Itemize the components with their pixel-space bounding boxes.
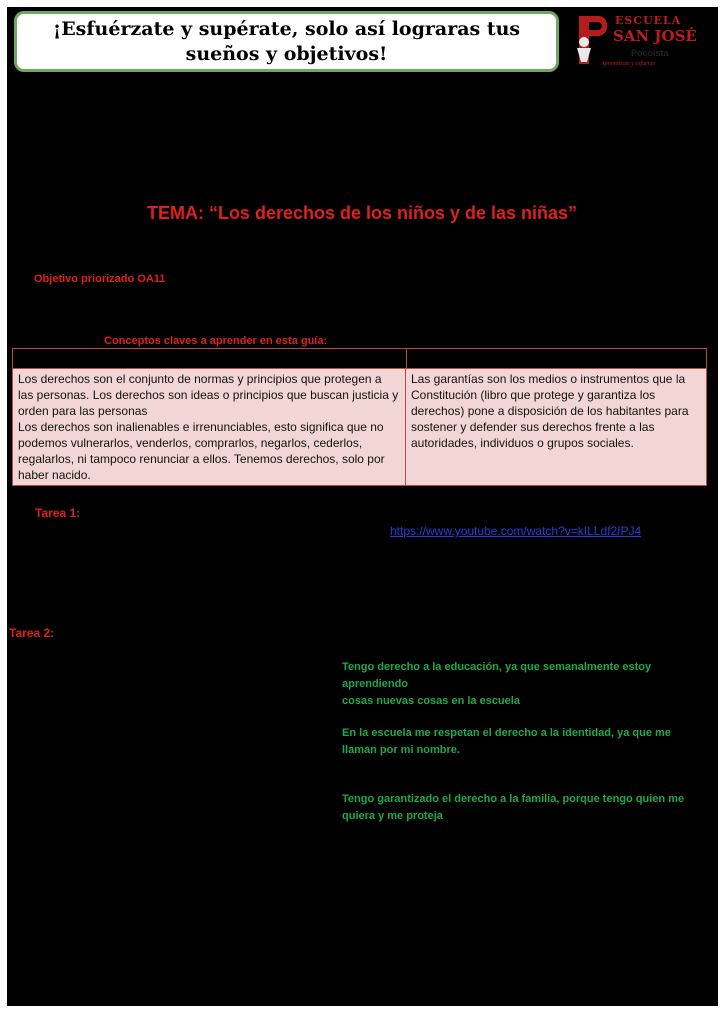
answer-educacion: Tengo derecho a la educación, ya que semanalmente estoy aprendiendo cosas nuevas cosas en la escuela (342, 661, 652, 707)
garantias-definition (406, 369, 706, 485)
school-logo (571, 10, 711, 72)
garantias-text: Las garantías son los medios o instrumentos que la Constitución (libro que protege y garantiza los derechos) pone a disposición de los habitantes para sostener y defender sus derechos frente a las autoridades, individuos o grupos sociales. (411, 372, 689, 450)
school-p-icon (573, 12, 613, 68)
table-header-cell (13, 349, 407, 368)
concepts-label: Conceptos claves a aprender en esta guía: (104, 335, 328, 347)
motto-text: ¡Esfuérzate y supérate, solo así lograras tus sueños y objetivos! (52, 17, 521, 65)
derechos-definition (13, 369, 406, 485)
logo-line-2: SAN JOSÉ (613, 27, 697, 45)
derechos-text: Los derechos son el conjunto de normas y principios que protegen a las personas. Los derechos son ideas o principios que buscan justicia y orden para las personas Los derechos son inalienables e irrenunciables, esto significa que no podemos vulnerarlos, venderlos, comprarlos, negarlos, cederlos, regalarlos, ni tampoco renunciar a ellos. Tenemos derechos, solo por haber nacido. (18, 372, 399, 482)
answer-identidad: En la escuela me respetan el derecho a la identidad, ya que me llaman por mi nombre. (342, 727, 671, 756)
table-row (13, 368, 706, 485)
logo-line-1: ESCUELA (615, 14, 682, 27)
tarea2-label: Tarea 2: (9, 626, 55, 640)
concepts-table (12, 348, 707, 486)
page-background (7, 7, 718, 1006)
youtube-link[interactable]: https://www.youtube.com/watch?v=kILLdf2IPJ4 (390, 524, 642, 538)
motto-banner (14, 11, 559, 72)
tarea1-label: Tarea 1: (35, 506, 81, 520)
table-header-row (13, 349, 706, 368)
answer-familia: Tengo garantizado el derecho a la familia, porque tengo quien me quiera y me proteja (342, 793, 685, 822)
page-title: TEMA: “Los derechos de los niños y de las niñas” (146, 203, 578, 223)
table-header-cell (407, 349, 706, 368)
objective-label: Objetivo priorizado OA11 (34, 273, 166, 285)
logo-line-4: Aprendizaje y esfuerzo (601, 61, 656, 67)
logo-line-3: Pocoista (631, 48, 669, 58)
